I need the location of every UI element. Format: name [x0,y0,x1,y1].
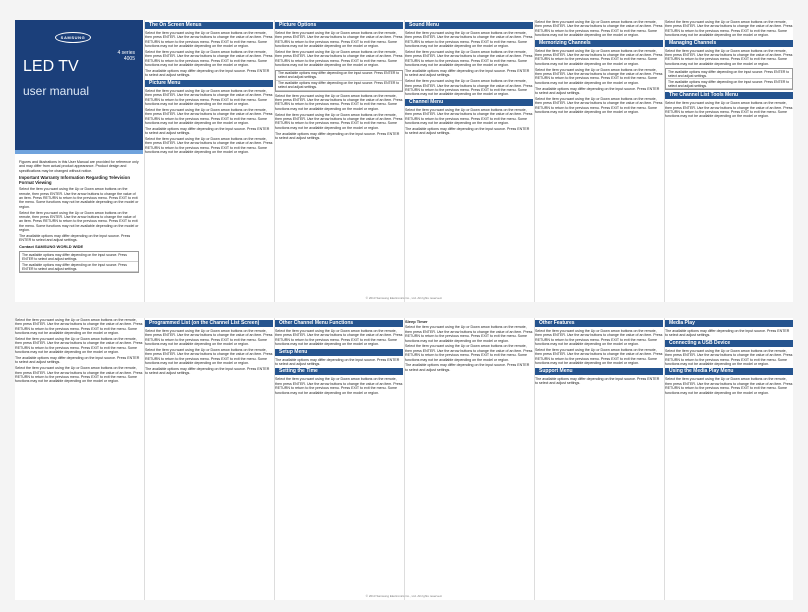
body-text: The available options may differ depending on the input source. Press ENTER to select and adjust settings. [405,69,530,78]
body-text: Select the item you want using the Up or Down arrow buttons on the remote, then press ENTER. Use the arrow buttons to change the value of an item. Press RETURN to return to the previous menu. Press EXIT to exit the menu. Some functions may not be available depending on the model or region. [145,88,273,107]
subsection-heading: Sleep Timer [405,319,428,324]
body-text: Select the item you want using the Up or Down arrow buttons on the remote, then press ENTER. Use the arrow buttons to change the value of an item. Press RETURN to return to the previous menu. Press EXIT to exit the menu. Some functions may not be available depending on the model or region. [145,329,273,347]
body-text: Select the item you want using the Up or Down arrow buttons on the remote, then press ENTER. Use the arrow buttons to change the value of an item. Press RETURN to return to the previous menu. Press EXIT to exit the menu. Some functions may not be available depending on the model or region. [275,50,403,68]
section-heading: Programmed List (on the Channel List Screen) [145,320,273,327]
section-heading: Channel Menu [405,99,533,106]
body-text: Select the item you want using the Up or Down arrow buttons on the remote, then press ENTER. Use the arrow buttons to change the value of an item. Press RETURN to return to the previous menu. Press EXIT to exit the menu. Some functions may not be available depending on the model or region. [665,377,793,395]
cover-title: LED TV [23,58,79,75]
contact-table [19,251,139,273]
column-sound-menu [405,20,533,302]
column-on-screen-menus [145,20,273,302]
body-text: Select the item you want using the Up or Down arrow buttons on the remote, then press ENTER. Use the arrow buttons to change the value of an item. Press RETURN to return to the previous menu. Press EXIT to exit the menu. Some functions may not be available depending on the model or region. [275,93,403,111]
body-text: Select the item you want using the Up or Down arrow buttons on the remote, then press ENTER. Use the arrow buttons to change the value of an item. Press RETURN to return to the previous menu. Press EXIT to exit the menu. Some functions may not be available depending on the model or region. [535,67,663,85]
body-text: The available options may differ depending on the input source. Press ENTER to select and adjust settings. [145,367,270,376]
column-programmed-list-2 [145,318,273,600]
body-text: Select the item you want using the Up or Down arrow buttons on the remote, then press ENTER. Use the arrow buttons to change the value of an item. Press RETURN to return to the previous menu. Press EXIT to exit the menu. Some functions may not be available depending on the model or region. [145,348,273,366]
contact-heading: Contact SAMSUNG WORLD WIDE [19,243,84,249]
notice-text: The available options may differ depending on the input source. Press ENTER to select and adjust settings. [19,234,131,243]
copyright-footer: © 2013 Samsung Electronics Co., Ltd. All rights reserved. [365,594,443,598]
body-text: Select the item you want using the Up or Down arrow buttons on the remote, then press ENTER. Use the arrow buttons to change the value of an item. Press RETURN to return to the previous menu. Press EXIT to exit the menu. Some functions may not be available depending on the model or region. [275,112,403,130]
column-picture-options [275,20,403,302]
body-text: The available options may differ depending on the input source. Press ENTER to select and adjust settings. [665,329,790,338]
section-heading: Picture Options [275,22,403,29]
model-line1: 4 series [117,50,135,56]
section-heading: The Channel List Tools Menu [665,92,793,99]
section-heading: Media Play [665,320,793,327]
table-row: The available options may differ depending on the input source. Press ENTER to select and adjust settings. [276,81,402,91]
body-text: The available options may differ depending on the input source. Press ENTER to select and adjust settings. [535,376,660,386]
body-text: Select the item you want using the Up or Down arrow buttons on the remote, then press ENTER. Use the arrow buttons to change the value of an item. Press RETURN to return to the previous menu. Press EXIT to exit the menu. Some functions may not be available depending on the model or region. [535,96,663,115]
body-text: Select the item you want using the Up or Down arrow buttons on the remote, then press ENTER. Use the arrow buttons to change the value of an item. Press RETURN to return to the previous menu. Press EXIT to exit the menu. Some functions may not be available depending on the model or region. [15,337,143,355]
section-heading: Other Features [535,320,663,327]
body-text: Select the item you want using the Up or Down arrow buttons on the remote, then press ENTER. Use the arrow buttons to change the value of an item. Press RETURN to return to the previous menu. Press EXIT to exit the menu. Some functions may not be available depending on the model or region. [405,107,533,126]
body-text: The available options may differ depending on the input source. Press ENTER to select and adjust settings. [15,356,140,365]
body-text: Select the item you want using the Up or Down arrow buttons on the remote, then press ENTER. Use the arrow buttons to change the value of an item. Press RETURN to return to the previous menu. Press EXIT to exit the menu. Some functions may not be available depending on the model or region. [665,348,793,367]
body-text: Select the item you want using the Up or Down arrow buttons on the remote, then press ENTER. Use the arrow buttons to change the value of an item. Press RETURN to return to the previous menu. Press EXIT to exit the menu. Some functions may not be available depending on the model or region. [535,48,663,66]
body-text: Select the item you want using the Up or Down arrow buttons on the remote, then press ENTER. Use the arrow buttons to change the value of an item. Press RETURN to return to the previous menu. Press EXIT to exit the menu. Some functions may not be available depending on the model or region. [665,48,793,66]
body-text: Select the item you want using the Up or Down arrow buttons on the remote, then press ENTER. Use the arrow buttons to change the value of an item. Press RETURN to return to the previous menu. Press EXIT to exit the menu. Some functions may not be available depending on the model or region. [275,329,403,347]
section-heading: Support Menu [535,368,663,375]
section-heading: Other Channel Menu Functions [275,320,403,327]
column-media-play [665,318,793,600]
column-sleep-timer [405,318,533,600]
section-heading: Using the Media Play Menu [665,368,793,375]
table-row: The available options may differ depending on the input source. Press ENTER to select and adjust settings. [666,69,792,79]
manual-sheet-back [15,318,793,600]
body-text: Select the item you want using the Up or Down arrow buttons on the remote, then press ENTER. Use the arrow buttons to change the value of an item. Press RETURN to return to the previous menu. Press EXIT to exit the menu. Some functions may not be available depending on the model or region. [405,31,533,49]
copyright-footer: © 2013 Samsung Electronics Co., Ltd. All rights reserved. [365,296,443,300]
column-programmed-list [15,318,143,600]
warranty-heading: Important Warranty Information Regarding Television Format Viewing [19,175,130,186]
body-text: Select the item you want using the Up or Down arrow buttons on the remote, then press ENTER. Use the arrow buttons to change the value of an item. Press RETURN to return to the previous menu. Press EXIT to exit the menu. Some functions may not be available depending on the model or region. [665,101,793,119]
section-heading: The On Screen Menus [145,22,273,29]
intro-paragraph: Figures and illustrations in this User Manual are provided for reference only and may differ from actual product appearance. Product design and specifications may be changed without notice. [19,160,139,173]
table-row: The available options may differ depending on the input source. Press ENTER to select and adjust settings. [20,262,138,272]
body-text: The available options may differ depending on the input source. Press ENTER to select and adjust settings. [535,86,660,96]
body-text: Select the item you want using the Up or Down arrow buttons on the remote, then press ENTER. Use the arrow buttons to change the value of an item. Press RETURN to return to the previous menu. Press EXIT to exit the menu. Some functions may not be available depending on the model or region. [145,31,273,49]
column-channel-memorizing [535,20,663,302]
section-heading: Managing Channels [665,40,793,47]
body-text: Select the item you want using the Up or Down arrow buttons on the remote, then press ENTER. Use the arrow buttons to change the value of an item. Press RETURN to return to the previous menu. Press EXIT to exit the menu. Some functions may not be available depending on the model or region. [535,348,663,366]
body-text: The available options may differ depending on the input source. Press ENTER to select and adjust settings. [405,363,530,372]
body-text: Select the item you want using the Up or Down arrow buttons on the remote, then press ENTER. Use the arrow buttons to change the value of an item. Press RETURN to return to the previous menu. Press EXIT to exit the menu. Some functions may not be available depending on the model or region. [145,50,273,68]
body-text: The available options may differ depending on the input source. Press ENTER to select and adjust settings. [145,126,270,136]
table-row: The available options may differ depending on the input source. Press ENTER to select and adjust settings. [20,252,138,262]
body-text: The available options may differ depending on the input source. Press ENTER to select and adjust settings. [145,69,270,78]
cover-notices [19,160,139,275]
body-text: The available options may differ depending on the input source. Press ENTER to select and adjust settings. [275,131,400,141]
body-text: The available options may differ depending on the input source. Press ENTER to select and adjust settings. [405,126,530,136]
cover-panel [15,20,143,302]
cover-stripe [15,150,143,154]
body-text: Select the item you want using the Up or Down arrow buttons on the remote, then press ENTER. Use the arrow buttons to change the value of an item. Press RETURN to return to the previous menu. Press EXIT to exit the menu. Some functions may not be available depending on the model or region. [275,377,403,395]
body-text: The available options may differ depending on the input source. Press ENTER to select and adjust settings. [275,357,400,367]
model-number [117,50,135,62]
column-other-channel [275,318,403,600]
body-text: Select the item you want using the Up or Down arrow buttons on the remote, then press ENTER. Use the arrow buttons to change the value of an item. Press RETURN to return to the previous menu. Press EXIT to exit the menu. Some functions may not be available depending on the model or region. [405,50,533,68]
options-table [275,70,403,92]
samsung-logo: SAMSUNG [55,32,91,43]
section-heading: Connecting a USB Device [665,340,793,347]
body-text: Select the item you want using the Up or Down arrow buttons on the remote, then press ENTER. Use the arrow buttons to change the value of an item. Press RETURN to return to the previous menu. Press EXIT to exit the menu. Some functions may not be available depending on the model or region. [405,325,533,343]
section-heading: Sound Menu [405,22,533,29]
body-text: Select the item you want using the Up or Down arrow buttons on the remote, then press ENTER. Use the arrow buttons to change the value of an item. Press RETURN to return to the previous menu. Press EXIT to exit the menu. Some functions may not be available depending on the model or region. [405,79,533,97]
body-text: Select the item you want using the Up or Down arrow buttons on the remote, then press ENTER. Use the arrow buttons to change the value of an item. Press RETURN to return to the previous menu. Press EXIT to exit the menu. Some functions may not be available depending on the model or region. [15,366,143,384]
body-text: Select the item you want using the Up or Down arrow buttons on the remote, then press ENTER. Use the arrow buttons to change the value of an item. Press RETURN to return to the previous menu. Press EXIT to exit the menu. Some functions may not be available depending on the model or region. [145,137,273,155]
body-text: Select the item you want using the Up or Down arrow buttons on the remote, then press ENTER. Use the arrow buttons to change the value of an item. Press RETURN to return to the previous menu. Press EXIT to exit the menu. Some functions may not be available depending on the model or region. [665,20,793,38]
notice-text: Select the item you want using the Up or Down arrow buttons on the remote, then press ENTER. Use the arrow buttons to change the value of an item. Press RETURN to return to the previous menu. Press EXIT to exit the menu. Some functions may not be available depending on the model or region. [19,187,139,209]
model-line2: 4005 [123,56,135,62]
body-text: Select the item you want using the Up or Down arrow buttons on the remote, then press ENTER. Use the arrow buttons to change the value of an item. Press RETURN to return to the previous menu. Press EXIT to exit the menu. Some functions may not be available depending on the model or region. [275,31,403,49]
icons-table [665,68,793,90]
column-other-features [535,318,663,600]
body-text: Select the item you want using the Up or Down arrow buttons on the remote, then press ENTER. Use the arrow buttons to change the value of an item. Press RETURN to return to the previous menu. Press EXIT to exit the menu. Some functions may not be available depending on the model or region. [535,329,663,347]
section-heading: Setup Menu [275,349,403,356]
body-text: Select the item you want using the Up or Down arrow buttons on the remote, then press ENTER. Use the arrow buttons to change the value of an item. Press RETURN to return to the previous menu. Press EXIT to exit the menu. Some functions may not be available depending on the model or region. [145,107,273,126]
table-row: The available options may differ depending on the input source. Press ENTER to select and adjust settings. [666,79,792,89]
manual-sheet-front [15,20,793,302]
body-text: Select the item you want using the Up or Down arrow buttons on the remote, then press ENTER. Use the arrow buttons to change the value of an item. Press RETURN to return to the previous menu. Press EXIT to exit the menu. Some functions may not be available depending on the model or region. [535,20,663,38]
body-text: Select the item you want using the Up or Down arrow buttons on the remote, then press ENTER. Use the arrow buttons to change the value of an item. Press RETURN to return to the previous menu. Press EXIT to exit the menu. Some functions may not be available depending on the model or region. [15,318,143,336]
section-heading: Setting the Time [275,368,403,375]
table-row: The available options may differ depending on the input source. Press ENTER to select and adjust settings. [276,71,402,81]
column-managing-channels [665,20,793,302]
cover-subtitle: user manual [23,84,90,98]
body-text: Select the item you want using the Up or Down arrow buttons on the remote, then press ENTER. Use the arrow buttons to change the value of an item. Press RETURN to return to the previous menu. Press EXIT to exit the menu. Some functions may not be available depending on the model or region. [405,344,533,362]
section-heading: Picture Menu [145,80,273,87]
notice-text: Select the item you want using the Up or Down arrow buttons on the remote, then press ENTER. Use the arrow buttons to change the value of an item. Press RETURN to return to the previous menu. Press EXIT to exit the menu. Some functions may not be available depending on the model or region. [19,210,139,233]
section-heading: Memorizing Channels [535,40,663,47]
